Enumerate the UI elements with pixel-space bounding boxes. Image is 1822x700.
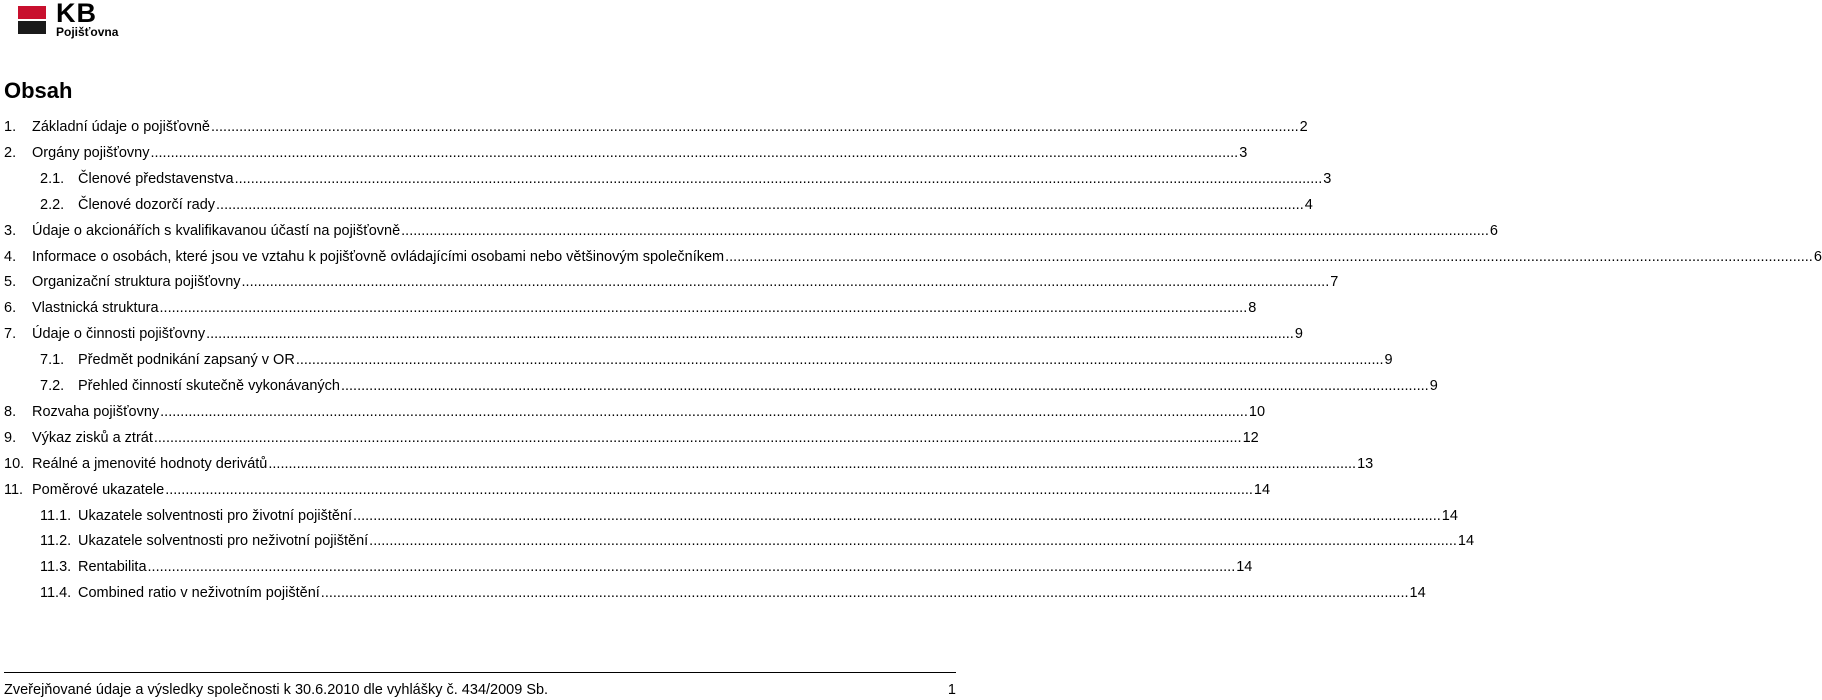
toc-entry-number: 11.3. xyxy=(40,559,72,576)
toc-dot-leader xyxy=(242,271,1330,293)
toc-entry-page: 14 xyxy=(1236,559,1253,576)
toc-entry-number: 1. xyxy=(4,119,17,135)
toc-entry[interactable] xyxy=(0,142,1248,164)
toc-dot-leader xyxy=(211,116,1299,138)
toc-dot-leader xyxy=(401,220,1489,242)
toc-entry-page: 13 xyxy=(1357,455,1374,472)
toc-entry-title: Poměrové ukazatele xyxy=(32,481,165,498)
toc-entry[interactable] xyxy=(0,323,1303,345)
toc-entry-page: 12 xyxy=(1242,429,1259,446)
toc-entry-title: Informace o osobách, které jsou ve vztahu k pojišťovně ovládajícími osobami nebo většinovým společníkem xyxy=(32,248,725,265)
toc-entry-number: 2. xyxy=(4,144,17,161)
toc-entry-number: 10. xyxy=(4,455,25,472)
toc-entry-page: 4 xyxy=(1304,196,1313,213)
kb-pojistovna-logo xyxy=(18,0,148,44)
toc-entry-number: 11.4. xyxy=(40,585,72,602)
toc-entry-page: 2 xyxy=(1299,119,1308,135)
toc-entry-title: Přehled činností skutečně vykonávaných xyxy=(78,378,340,394)
toc-dot-leader xyxy=(165,479,1253,501)
toc-entry[interactable] xyxy=(0,453,1374,475)
toc-entry-page: 8 xyxy=(1248,300,1257,317)
toc-dot-leader xyxy=(268,453,1356,475)
toc-entry-number: 2.1. xyxy=(40,170,65,187)
toc-entry[interactable] xyxy=(0,116,1308,138)
toc-dot-leader xyxy=(154,427,1242,449)
toc-entry-page: 9 xyxy=(1294,326,1303,343)
toc-dot-leader xyxy=(296,349,1384,371)
toc-entry[interactable] xyxy=(0,220,1498,242)
toc-dot-leader xyxy=(321,582,1409,604)
toc-entry-page: 9 xyxy=(1384,352,1393,369)
toc-entry-title: Údaje o akcionářích s kvalifikavanou účastí na pojišťovně xyxy=(32,222,401,239)
toc-entry-title: Členové dozorčí rady xyxy=(78,196,216,213)
toc-entry-number: 8. xyxy=(4,403,17,420)
toc-entry-number: 7. xyxy=(4,326,17,343)
toc-entry[interactable] xyxy=(0,427,1259,449)
toc-entry-title: Reálné a jmenovité hodnoty derivátů xyxy=(32,455,268,472)
page-title: Obsah xyxy=(4,78,73,103)
toc-dot-leader xyxy=(725,246,1813,268)
toc-entry-page: 14 xyxy=(1409,585,1426,602)
toc-entry[interactable] xyxy=(0,246,1822,268)
toc-entry-number: 2.2. xyxy=(40,196,65,213)
toc-entry[interactable] xyxy=(0,349,1393,371)
toc-dot-leader xyxy=(206,323,1294,345)
logo-text: KB xyxy=(56,0,97,28)
toc-entry-title: Rozvaha pojišťovny xyxy=(32,403,160,420)
footer-text: Zveřejňované údaje a výsledky společnosti k 30.6.2010 dle vyhlášky č. 434/2009 Sb. xyxy=(4,682,549,698)
toc-dot-leader xyxy=(160,297,1248,319)
toc-entry[interactable] xyxy=(0,505,1458,527)
toc-entry-number: 6. xyxy=(4,300,17,317)
toc-entry-page: 3 xyxy=(1239,144,1248,161)
toc-entry-number: 11. xyxy=(4,481,24,498)
toc-entry-page: 6 xyxy=(1489,222,1498,239)
toc-dot-leader xyxy=(369,530,1457,552)
toc-dot-leader xyxy=(341,375,1429,397)
toc-entry-title: Ukazatele solventnosti pro neživotní pojištění xyxy=(78,533,369,550)
toc-entry[interactable] xyxy=(0,530,1475,552)
toc-entry-number: 9. xyxy=(4,429,17,446)
toc-dot-leader xyxy=(148,556,1236,578)
footer-divider xyxy=(4,672,956,673)
logo-subtext: Pojišťovna xyxy=(56,25,119,39)
toc-entry-page: 14 xyxy=(1441,507,1458,524)
toc-entry-title: Údaje o činnosti pojišťovny xyxy=(32,326,206,343)
toc-entry-title: Combined ratio v neživotním pojištění xyxy=(78,585,320,602)
toc-entry-title: Výkaz zisků a ztrát xyxy=(32,429,153,446)
kb-logo-icon xyxy=(18,6,46,34)
toc-entry-page: 14 xyxy=(1457,533,1475,550)
toc-entry[interactable] xyxy=(0,401,1266,423)
toc-dot-leader xyxy=(160,401,1248,423)
toc-entry-page: 9 xyxy=(1429,378,1438,394)
toc-entry[interactable] xyxy=(0,556,1253,578)
toc-dot-leader xyxy=(216,194,1304,216)
toc-entry-title: Ukazatele solventnosti pro životní pojištění xyxy=(78,507,353,524)
toc-entry-page: 7 xyxy=(1330,274,1339,291)
toc-entry-number: 4. xyxy=(4,248,17,265)
toc-entry-number: 11.2. xyxy=(40,533,72,550)
toc-entry[interactable] xyxy=(0,271,1339,293)
toc-dot-leader xyxy=(353,505,1441,527)
toc-entry-number: 5. xyxy=(4,274,17,291)
footer-page-number: 1 xyxy=(947,682,956,698)
toc-entry-title: Předmět podnikání zapsaný v OR xyxy=(78,352,295,369)
toc-entry[interactable] xyxy=(0,479,1271,501)
toc-entry[interactable] xyxy=(0,168,1332,190)
toc-entry-page: 6 xyxy=(1813,248,1822,265)
toc-entry-title: Členové představenstva xyxy=(78,170,234,187)
toc-entry-page: 3 xyxy=(1323,170,1332,187)
toc-entry-title: Základní údaje o pojišťovně xyxy=(32,119,210,135)
toc-entry-title: Vlastnická struktura xyxy=(32,300,159,317)
toc-entry-title: Organizační struktura pojišťovny xyxy=(32,274,241,291)
toc-entry[interactable] xyxy=(0,582,1426,604)
toc-entry-title: Orgány pojišťovny xyxy=(32,144,150,161)
toc-entry[interactable] xyxy=(0,194,1313,216)
toc-dot-leader xyxy=(235,168,1323,190)
toc-entry[interactable] xyxy=(0,375,1438,397)
toc-entry[interactable] xyxy=(0,297,1257,319)
toc-entry-number: 7.2. xyxy=(40,378,65,394)
toc-entry-number: 7.1. xyxy=(40,352,65,369)
toc-entry-page: 14 xyxy=(1253,481,1271,498)
toc-entry-number: 3. xyxy=(4,222,17,239)
toc-entry-title: Rentabilita xyxy=(78,559,147,576)
toc-dot-leader xyxy=(150,142,1238,164)
toc-entry-page: 10 xyxy=(1248,403,1266,420)
toc-entry-number: 11.1. xyxy=(40,507,72,524)
